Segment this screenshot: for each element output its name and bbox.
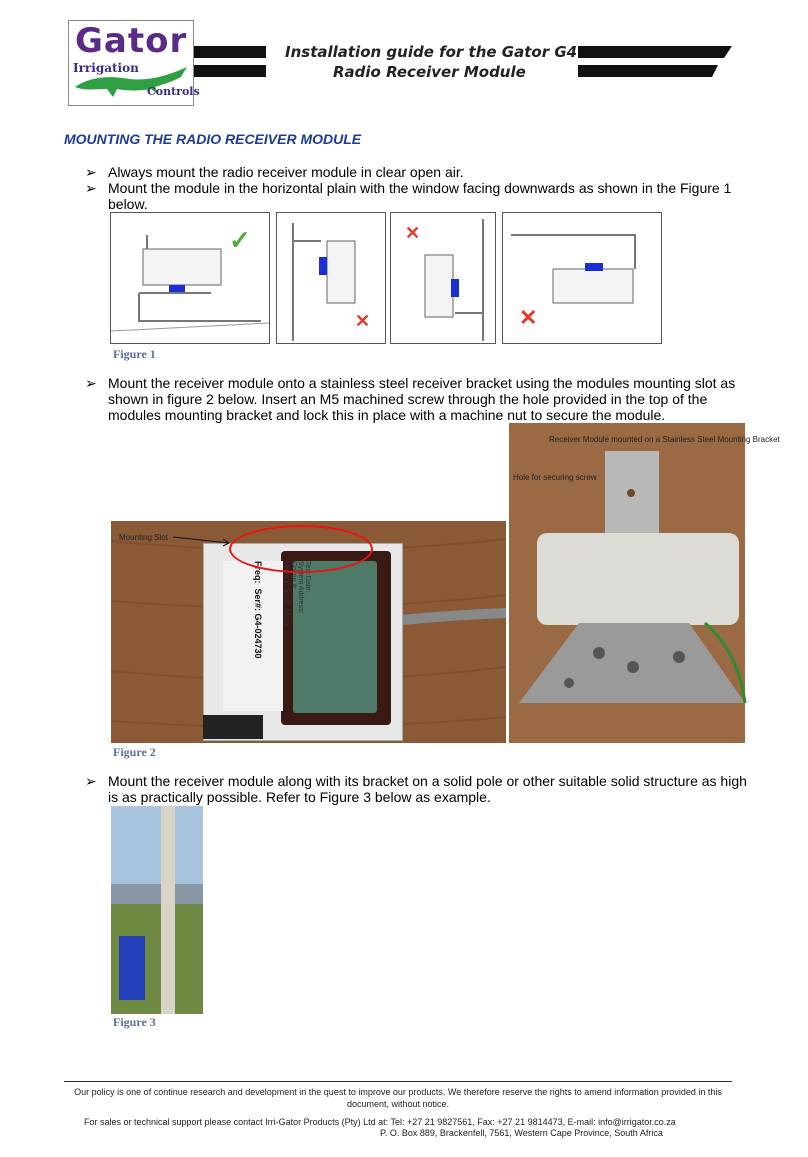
label-freq: Freq:: [253, 561, 263, 584]
label-system-address: System Address:: [297, 561, 304, 614]
bullet-text-4: Mount the receiver module along with its bracket on a solid pole or other suitable solid structure as high is as practically possible. Refer to Figure 3 below as example.: [108, 773, 747, 805]
receiver-module: [537, 533, 739, 625]
label-colour: Colour #:: [290, 561, 297, 590]
figure1-panel-4: [502, 212, 662, 344]
screw-hole: [627, 489, 635, 497]
concrete-pole: [161, 806, 175, 1014]
bullet-text-2: Mount the module in the horizontal plain with the window facing downwards as shown in the Figure 1 below.: [108, 180, 732, 212]
cross-icon: ✕: [355, 311, 371, 331]
figure1-panel-1: [110, 212, 270, 344]
housing-base: [203, 715, 263, 739]
figure3-photo-pole: [111, 806, 203, 1014]
section-heading: MOUNTING THE RADIO RECEIVER MODULE: [64, 131, 362, 147]
logo-wordmark: Gator: [75, 21, 188, 61]
bullet-marker: ➢: [85, 180, 97, 196]
label-serial: Ser#: G4-024730: [253, 588, 263, 659]
footer-contact: For sales or technical support please contact Irri-Gator Products (Pty) Ltd at: Tel: +27 21 9827561, Fax: +27 21 9814473, E-mail: info@irrigator.co.za: [84, 1117, 676, 1127]
cross-icon: ✕: [519, 305, 538, 330]
footer-divider: [64, 1081, 732, 1082]
header-bar-left-top: [194, 46, 266, 58]
document-title: Installation guide for the Gator G4: [285, 43, 578, 61]
figure2-caption: Figure 2: [113, 745, 156, 759]
logo-irrigation: Irrigation: [73, 61, 139, 75]
footer-policy: Our policy is one of continue research and development in the quest to improve our products. We therefore reserve the rights to amend information provided in this document, without notice.: [74, 1087, 722, 1109]
gator-logo: [68, 20, 200, 106]
device-serial: [253, 561, 263, 659]
logo-controls: Controls: [147, 85, 200, 98]
figure2-photo-bracket: [509, 423, 780, 743]
label-made-in: Made in South Africa: [283, 561, 290, 626]
mounting-slot-label: Mounting Slot: [119, 533, 168, 542]
bullet-text-1: Always mount the radio receiver module in clear open air.: [108, 164, 464, 180]
header-bars-right: [578, 44, 734, 78]
bullet-text-3: Mount the receiver module onto a stainless steel receiver bracket using the modules mounting slot as shown in figure 2 below. Insert an M5 machined screw through the hole provided in the top of the modules mounting bracket and lock this in place with a machine nut to secure the module.: [108, 375, 736, 423]
bullet-marker: ➢: [85, 164, 97, 180]
steel-bracket: [509, 613, 745, 743]
label-test-date: Test Date:: [304, 561, 311, 593]
cross-icon: ✕: [405, 223, 421, 243]
screw-hole-label: Hole for securing screw: [513, 473, 597, 482]
figure1-panel-2: [276, 212, 386, 344]
document-subtitle: Radio Receiver Module: [333, 63, 526, 81]
bracket-title-label: Receiver Module mounted on a Stainless Steel Mounting Bracket: [549, 435, 780, 444]
figure2-photo-mounting-slot: [111, 521, 506, 743]
mounting-slot-highlight: [229, 525, 373, 573]
figure1-caption: Figure 1: [113, 347, 156, 361]
figure3-caption: Figure 3: [113, 1015, 156, 1029]
footer-address: P. O. Box 889, Brackenfell, 7561, Western Cape Province, South Africa: [380, 1128, 663, 1138]
receiver-on-pole: [119, 936, 145, 1000]
bullet-marker: ➢: [85, 773, 97, 789]
figure1-panel-3: [390, 212, 496, 344]
check-icon: ✓: [229, 225, 251, 255]
arrow-icon: [173, 535, 233, 547]
header-bar-left-bottom: [194, 65, 266, 77]
bullet-marker: ➢: [85, 375, 97, 391]
